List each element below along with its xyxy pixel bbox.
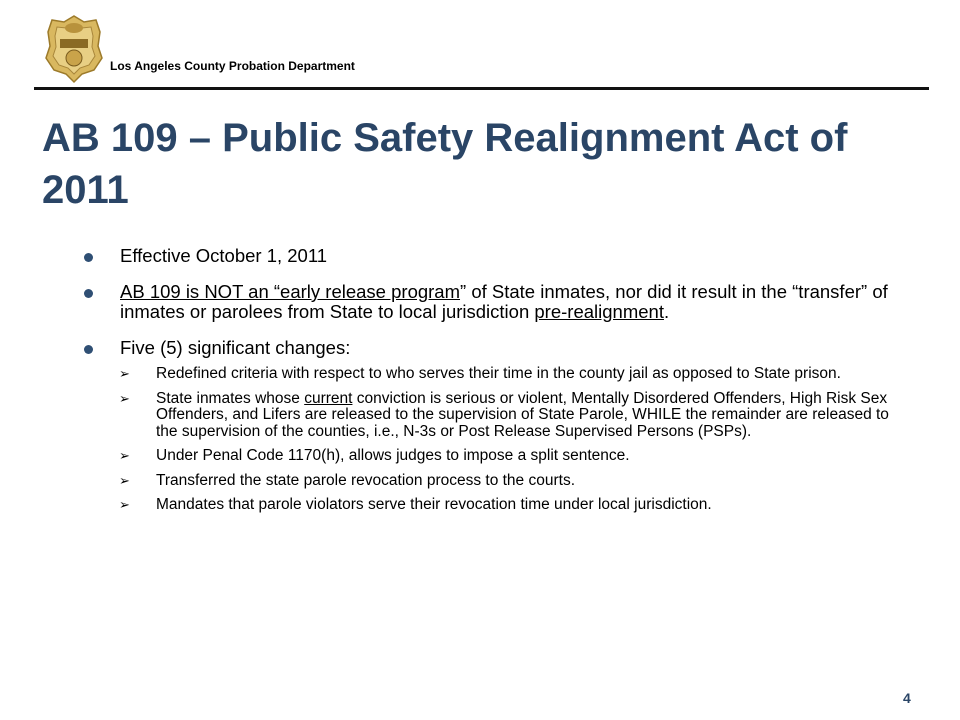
sub-bullet-text: State inmates whose xyxy=(156,389,305,407)
bullet-effective-date xyxy=(84,246,914,266)
slide-content xyxy=(84,246,914,522)
arrowhead-bullet-icon: ➢ xyxy=(119,472,130,488)
arrowhead-bullet-icon: ➢ xyxy=(119,366,130,381)
sub-bullet-list xyxy=(84,366,914,514)
sub-bullet-text: Redefined criteria with respect to who serves their time in the county jail as opposed to State prison. xyxy=(156,365,841,382)
underlined-text: pre-realignment xyxy=(534,301,664,322)
header-divider xyxy=(34,87,929,90)
underlined-text: AB 109 is NOT an “early release program xyxy=(120,281,461,302)
probation-badge-logo xyxy=(44,14,104,84)
sub-bullet-text: Mandates that parole violators serve their revocation time under local jurisdiction. xyxy=(156,496,712,513)
bullet-significant-changes xyxy=(84,338,914,358)
circle-bullet-icon xyxy=(84,289,93,298)
arrowhead-bullet-icon: ➢ xyxy=(119,390,130,406)
circle-bullet-icon xyxy=(84,253,93,262)
sub-bullet-text: conviction is serious or violent, Mentally Disordered Offenders, High Risk Sex Offenders, and Lifers are released to the supervision of State Parole, WHILE the remainder are released to the supervision of the counties, i.e., N-3s or Post Release Supervised Persons (PSPs). xyxy=(156,389,889,440)
bullet-text: . xyxy=(663,301,670,322)
sub-bullet-split-sentence xyxy=(119,448,914,465)
slide-header xyxy=(0,0,960,90)
sub-bullet-text: Transferred the state parole revocation process to the courts. xyxy=(156,471,575,489)
sub-bullet-text: Under Penal Code 1170(h), allows judges to impose a split sentence. xyxy=(156,447,630,464)
sub-bullet-state-inmates xyxy=(119,391,914,441)
bullet-text: Effective October 1, 2011 xyxy=(120,245,328,266)
bullet-text: Five (5) significant changes: xyxy=(120,337,351,358)
sub-bullet-revocation-courts xyxy=(119,473,914,490)
sub-bullet-redefined-criteria xyxy=(119,366,914,383)
bullet-not-early-release xyxy=(84,282,914,322)
underlined-text: current xyxy=(304,389,353,407)
sub-bullet-local-jurisdiction xyxy=(119,497,914,514)
arrowhead-bullet-icon: ➢ xyxy=(119,497,130,512)
page-number: 4 xyxy=(903,690,911,706)
slide-title: AB 109 – Public Safety Realignment Act of 2011 xyxy=(42,116,848,212)
bullet-text: ” of State inmates, nor did it result in the “transfer” of inmates or parolees from State to local jurisdiction xyxy=(120,281,888,322)
department-name: Los Angeles County Probation Department xyxy=(110,59,355,73)
arrowhead-bullet-icon: ➢ xyxy=(119,448,130,463)
circle-bullet-icon xyxy=(84,345,93,354)
